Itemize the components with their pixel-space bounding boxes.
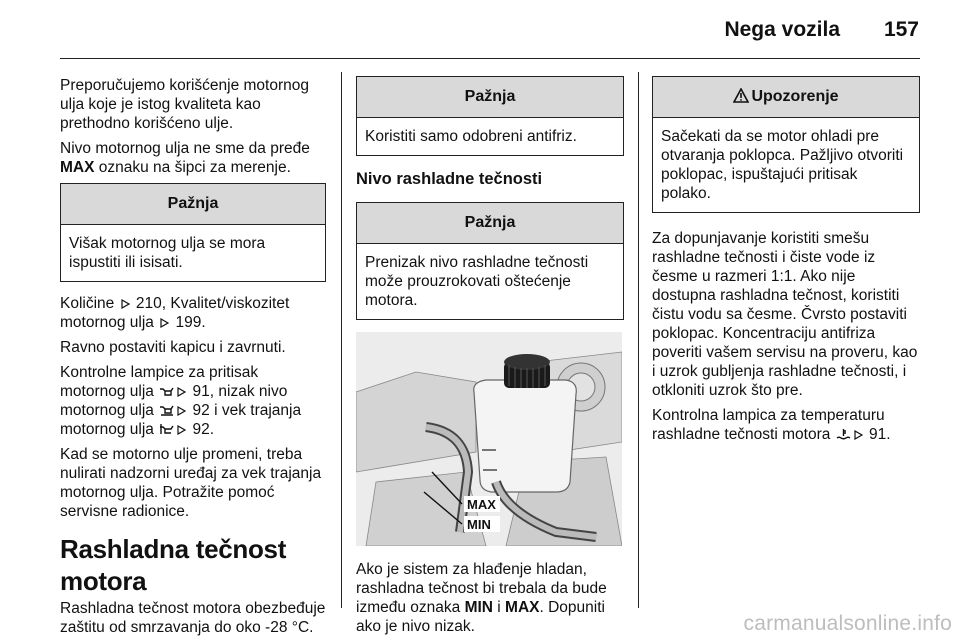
- notice-box: [60, 183, 326, 282]
- notice-title: Pažnja: [357, 203, 623, 244]
- notice-text: Koristiti samo odobreni antifriz.: [365, 128, 577, 145]
- warning-box: [652, 76, 920, 213]
- min-mark-label: MIN: [467, 517, 491, 532]
- column-2: [356, 76, 624, 642]
- warning-text: Sačekati da se motor ohladi pre otvaranja poklopca. Pažljivo otvoriti poklopac, ispuštajući pritisak polako.: [661, 128, 904, 202]
- header-divider: [60, 58, 920, 59]
- coolant-temperature-lamp-icon: [836, 428, 851, 440]
- column-divider: [638, 72, 639, 608]
- notice-text: Prenizak nivo rashladne tečnosti može prouzrokovati oštećenje motora.: [365, 254, 589, 309]
- page-reference-icon[interactable]: [854, 430, 863, 440]
- paragraph: Preporučujemo korišćenje motornog ulja koje je istog kvaliteta kao prethodno korišćeno ulje.: [60, 77, 309, 132]
- column-divider: [341, 72, 342, 608]
- column-3: [652, 76, 920, 450]
- page-reference-icon[interactable]: [121, 299, 130, 309]
- paragraph: Za dopunjavanje koristiti smešu rashladne tečnosti i čiste vode iz česme u razmeri 1:1. Ako nije dostupna rashladna tečnost, koristiti čistu vodu sa česme. Čvrsto postaviti poklopac. Koncentraciju antifriza poveriti vašem servisu na proveru, kao i uzrok gubljenja rashladne tečnosti, i otkloniti uzrok što pre.: [652, 230, 918, 399]
- paragraph: Kontrolne lampice za pritisak motornog ulja 91, nizak nivo motornog ulja 92 i vek trajanja motornog ulja 92.: [60, 364, 302, 438]
- paragraph: Ako je sistem za hlađenje hladan, rashladna tečnost bi trebala da bude između oznaka MIN i MAX. Dopuniti ako je nivo nizak.: [356, 561, 607, 635]
- max-mark-label: MAX: [60, 159, 95, 176]
- oil-level-lamp-icon: [159, 404, 174, 416]
- paragraph: Nivo motornog ulja ne sme da pređe MAX oznaku na šipci za merenje.: [60, 140, 310, 176]
- notice-text: Višak motornog ulja se mora ispustiti ili isisati.: [69, 235, 266, 271]
- page-header-title: Nega vozila: [724, 18, 840, 41]
- paragraph: Kad se motorno ulje promeni, treba nulirati nadzorni uređaj za vek trajanja motornog ulja. Potražite pomoć servisne radionice.: [60, 446, 322, 520]
- watermark: carmanualsonline.info: [743, 612, 952, 635]
- paragraph: Količine 210, Kvalitet/viskozitet motornog ulja 199.: [60, 295, 290, 331]
- paragraph: Ravno postaviti kapicu i zavrnuti.: [60, 339, 286, 356]
- warning-title: Upozorenje: [653, 77, 919, 118]
- notice-title: Pažnja: [357, 77, 623, 118]
- page-reference-icon[interactable]: [160, 318, 169, 328]
- warning-triangle-icon: [733, 88, 749, 103]
- page-reference-icon[interactable]: [177, 387, 186, 397]
- notice-box: [356, 76, 624, 156]
- page-reference-icon[interactable]: [177, 425, 186, 435]
- notice-box: [356, 202, 624, 320]
- notice-title: Pažnja: [61, 184, 325, 225]
- max-mark-label: MAX: [467, 497, 496, 512]
- paragraph: Rashladna tečnost motora obezbeđuje zaštitu od smrzavanja do oko -28 °C.: [60, 600, 326, 636]
- page-number: 157: [883, 18, 919, 41]
- section-title: Rashladna tečnost motora: [60, 534, 287, 596]
- page-reference-icon[interactable]: [177, 406, 186, 416]
- subheading: Nivo rashladne tečnosti: [356, 170, 543, 188]
- paragraph: Kontrolna lampica za temperaturu rashladne tečnosti motora 91.: [652, 407, 891, 443]
- coolant-reservoir-illustration: [356, 332, 622, 546]
- oil-life-lamp-icon: [159, 423, 174, 435]
- oil-pressure-lamp-icon: [159, 385, 174, 397]
- column-1: [60, 76, 326, 643]
